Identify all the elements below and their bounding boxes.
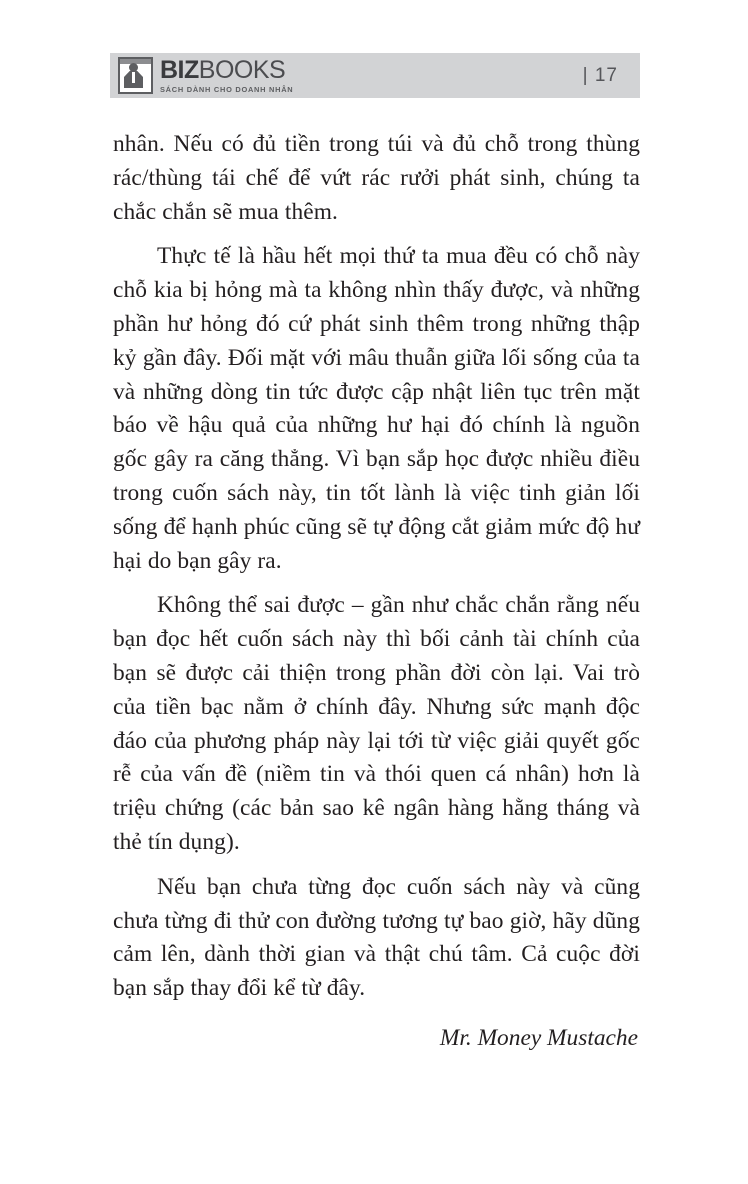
figure-tie-icon <box>132 72 135 83</box>
paragraph: Không thể sai được – gần như chắc chắn rằng nếu bạn đọc hết cuốn sách này thì bối cảnh tài chính của bạn sẽ được cải thiện trong phần đời còn lại. Vai trò của tiền bạc nằm ở chính đây. Nhưng sức mạnh độc đáo của phương pháp này lại tới từ việc giải quyết gốc rễ của vấn đề (niềm tin và thói quen cá nhân) hơn là triệu chứng (các bản sao kê ngân hàng hằng tháng và thẻ tín dụng). <box>113 592 640 855</box>
book-figure-icon <box>118 57 153 94</box>
author-signature: Mr. Money Mustache <box>439 1024 638 1051</box>
brand-word-biz: BIZ <box>160 55 199 84</box>
page-body <box>113 128 640 1056</box>
paragraph: Nếu bạn chưa từng đọc cuốn sách này và cũng chưa từng đi thử con đường tương tự bao giờ, hãy dũng cảm lên, dành thời gian và thật chú tâm. Cả cuộc đời bạn sắp thay đổi kể từ đây. <box>113 873 640 1002</box>
paragraph-continuation: nhân. Nếu có đủ tiền trong túi và đủ chỗ trong thùng rác/thùng tái chế để vứt rác rưởi phát sinh, chúng ta chắc chắn sẽ mua thêm. <box>113 131 640 225</box>
brand-text-block <box>160 55 294 94</box>
brand-wordmark <box>160 55 293 84</box>
page-header-band <box>110 53 640 98</box>
bizbooks-logo <box>110 57 293 94</box>
brand-tagline: SÁCH DÀNH CHO DOANH NHÂN <box>160 84 294 94</box>
page-number: | 17 <box>582 64 618 86</box>
paragraph: Thực tế là hầu hết mọi thứ ta mua đều có chỗ này chỗ kia bị hỏng mà ta không nhìn thấy được, và những phần hư hỏng đó cứ phát sinh thêm trong những thập kỷ gần đây. Đối mặt với mâu thuẫn giữa lối sống của ta và những dòng tin tức được cập nhật liên tục trên mặt báo về hậu quả của những hư hại đó chính là nguồn gốc gây ra căng thẳng. Vì bạn sắp học được nhiều điều trong cuốn sách này, tin tốt lành là việc tinh giản lối sống để hạnh phúc cũng sẽ tự động cắt giảm mức độ hư hại do bạn gây ra. <box>113 243 640 574</box>
brand-word-books: BOOKS <box>198 55 286 84</box>
figure-head-icon <box>129 63 138 72</box>
